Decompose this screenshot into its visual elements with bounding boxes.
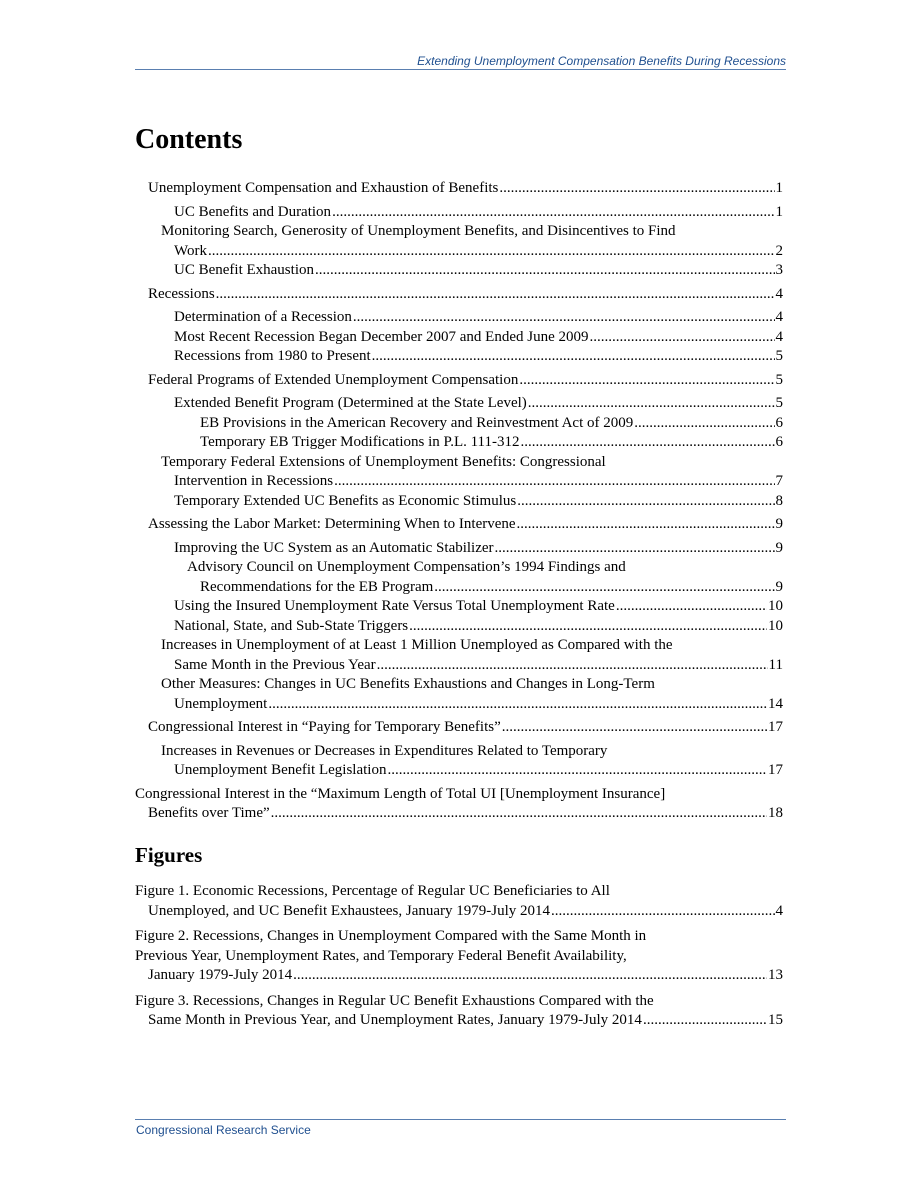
dot-leader [634, 414, 774, 434]
dot-leader [208, 242, 775, 262]
toc-entry[interactable] [135, 285, 783, 305]
toc-page-number: 8 [775, 492, 783, 509]
dot-leader [216, 285, 775, 305]
toc-entry-title: UC Benefits and Duration [174, 203, 332, 220]
toc-entry-title: Unemployment [174, 695, 268, 712]
toc-page-number: 11 [768, 656, 783, 673]
toc-entry[interactable] [135, 558, 783, 597]
dot-leader [334, 472, 774, 492]
toc-entry-title: Benefits over Time” [148, 805, 270, 821]
toc-entry[interactable] [135, 597, 783, 617]
toc-entry-text-line: Figure 1. Economic Recessions, Percentage of Regular UC Beneficiaries to All [135, 883, 610, 899]
toc-entry[interactable] [135, 308, 783, 328]
toc-page-number: 7 [775, 473, 783, 489]
toc-entry-title: EB Provisions in the American Recovery and Reinvestment Act of 2009 [200, 414, 634, 431]
dot-leader [643, 1011, 767, 1031]
toc-entry-title: Unemployment Compensation and Exhaustion of Benefits [148, 180, 499, 196]
toc-entry[interactable] [135, 222, 783, 261]
dot-leader [616, 597, 767, 617]
dot-leader [528, 394, 775, 414]
toc-entry-title: Using the Insured Unemployment Rate Versus Total Unemployment Rate [174, 598, 615, 614]
dot-leader [353, 308, 775, 328]
toc-entry-text-line: Other Measures: Changes in UC Benefits Exhaustions and Changes in Long-Term [161, 676, 655, 692]
toc-entry-title: Temporary Extended UC Benefits as Economic Stimulus [174, 492, 517, 509]
footer-divider [135, 1119, 786, 1120]
dot-leader [520, 433, 774, 453]
toc-page-number: 4 [775, 328, 783, 345]
toc-entry[interactable] [135, 394, 783, 414]
contents-heading: Contents [135, 124, 243, 155]
dot-leader [589, 328, 774, 348]
dot-leader [268, 695, 767, 715]
toc-page-number: 17 [768, 719, 783, 735]
toc-page-number: 14 [768, 695, 783, 712]
toc-entry-title: Congressional Interest in “Paying for Temporary Benefits” [148, 719, 501, 735]
toc-entry[interactable] [135, 675, 783, 714]
toc-entry-text-line: Congressional Interest in the “Maximum Length of Total UI [Unemployment Insurance] [135, 785, 666, 802]
footer-publisher: Congressional Research Service [136, 1123, 311, 1137]
toc-entry-title: Temporary EB Trigger Modifications in P.L. 111-312 [200, 434, 520, 450]
toc-entry[interactable] [135, 453, 783, 492]
toc-page-number: 10 [768, 617, 783, 634]
header-divider [135, 69, 786, 70]
toc-entry[interactable] [135, 515, 783, 535]
toc-entry[interactable] [135, 492, 783, 512]
toc-entry[interactable] [135, 992, 783, 1031]
toc-entry-text-line: Advisory Council on Unemployment Compensation’s 1994 Findings and [187, 559, 626, 575]
toc-page-number: 6 [775, 414, 783, 431]
dot-leader [517, 515, 775, 535]
dot-leader [377, 656, 768, 676]
toc-page-number: 4 [775, 902, 783, 919]
toc-entry-title: Extended Benefit Program (Determined at the State Level) [174, 395, 527, 411]
dot-leader [434, 578, 774, 598]
dot-leader [372, 347, 775, 367]
toc-page-number: 9 [775, 578, 783, 595]
running-header-title: Extending Unemployment Compensation Benefits During Recessions [417, 54, 786, 68]
list-of-figures [135, 882, 783, 1037]
toc-page-number: 13 [768, 967, 783, 983]
dot-leader [293, 966, 767, 986]
toc-page-number: 15 [768, 1012, 783, 1028]
toc-page-number: 1 [775, 203, 783, 220]
toc-page-number: 10 [768, 598, 783, 614]
toc-entry-title: National, State, and Sub-State Triggers [174, 617, 409, 634]
toc-entry-text-line: Increases in Unemployment of at Least 1 Million Unemployed as Compared with the [161, 637, 673, 653]
toc-entry[interactable] [135, 927, 783, 986]
toc-entry-text-line: Figure 2. Recessions, Changes in Unemployment Compared with the Same Month in [135, 928, 647, 944]
dot-leader [315, 261, 775, 281]
toc-entry[interactable] [135, 718, 783, 738]
toc-entry[interactable] [135, 371, 783, 391]
toc-entry[interactable] [135, 636, 783, 675]
toc-entry[interactable] [135, 203, 783, 223]
toc-entry-title: Unemployment Benefit Legislation [174, 762, 387, 778]
dot-leader [409, 617, 767, 637]
toc-entry-title: January 1979-July 2014 [148, 967, 293, 983]
toc-page-number: 17 [768, 762, 783, 778]
toc-page-number: 9 [775, 516, 783, 532]
toc-page-number: 9 [775, 539, 783, 556]
dot-leader [271, 804, 767, 824]
toc-entry[interactable] [135, 328, 783, 348]
toc-entry-title: Assessing the Labor Market: Determining When to Intervene [148, 516, 516, 532]
toc-entry-title: Same Month in Previous Year, and Unemployment Rates, January 1979-July 2014 [148, 1012, 642, 1028]
toc-entry-title: Intervention in Recessions [174, 473, 334, 489]
toc-entry-title: Determination of a Recession [174, 309, 352, 325]
toc-entry[interactable] [135, 414, 783, 434]
toc-entry-title: Improving the UC System as an Automatic Stabilizer [174, 539, 494, 556]
toc-entry-text-line: Temporary Federal Extensions of Unemployment Benefits: Congressional [161, 453, 606, 470]
toc-entry-title: UC Benefit Exhaustion [174, 262, 314, 278]
toc-page-number: 6 [775, 434, 783, 450]
toc-entry-title: Work [174, 242, 207, 259]
toc-page-number: 4 [775, 285, 783, 302]
dot-leader [551, 902, 774, 922]
dot-leader [495, 539, 775, 559]
toc-page-number: 4 [775, 309, 783, 325]
toc-page-number: 3 [775, 262, 783, 278]
toc-entry-title: Same Month in the Previous Year [174, 656, 376, 673]
toc-page-number: 1 [775, 180, 783, 196]
toc-entry-title: Most Recent Recession Began December 2007 and Ended June 2009 [174, 328, 589, 345]
toc-entry[interactable] [135, 179, 783, 199]
toc-entry[interactable] [135, 261, 783, 281]
toc-entry[interactable] [135, 347, 783, 367]
toc-entry-title: Recessions from 1980 to Present [174, 348, 371, 364]
toc-entry-text-line: Increases in Revenues or Decreases in Expenditures Related to Temporary [161, 742, 608, 759]
dot-leader [387, 761, 767, 781]
toc-page-number: 5 [775, 371, 783, 388]
toc-entry-text-line: Previous Year, Unemployment Rates, and Temporary Federal Benefit Availability, [135, 947, 627, 964]
toc-page-number: 18 [768, 805, 783, 821]
toc-entry-text-line: Figure 3. Recessions, Changes in Regular UC Benefit Exhaustions Compared with the [135, 992, 654, 1009]
table-of-contents [135, 179, 783, 824]
toc-entry-title: Unemployed, and UC Benefit Exhaustees, January 1979-July 2014 [148, 902, 551, 919]
toc-page-number: 5 [775, 395, 783, 411]
toc-page-number: 5 [775, 348, 783, 364]
toc-entry[interactable] [135, 785, 783, 824]
dot-leader [332, 203, 774, 223]
figures-heading: Figures [135, 843, 203, 867]
toc-entry-title: Federal Programs of Extended Unemployment Compensation [148, 371, 519, 388]
dot-leader [499, 179, 774, 199]
toc-entry[interactable] [135, 539, 783, 559]
toc-entry[interactable] [135, 433, 783, 453]
toc-page-number: 2 [775, 242, 783, 259]
toc-entry-text-line: Monitoring Search, Generosity of Unemployment Benefits, and Disincentives to Find [161, 223, 676, 239]
toc-entry-title: Recessions [148, 285, 215, 302]
dot-leader [517, 492, 774, 512]
dot-leader [502, 718, 767, 738]
toc-entry[interactable] [135, 742, 783, 781]
toc-entry[interactable] [135, 617, 783, 637]
toc-entry[interactable] [135, 882, 783, 921]
dot-leader [519, 371, 774, 391]
toc-entry-title: Recommendations for the EB Program [200, 578, 434, 595]
